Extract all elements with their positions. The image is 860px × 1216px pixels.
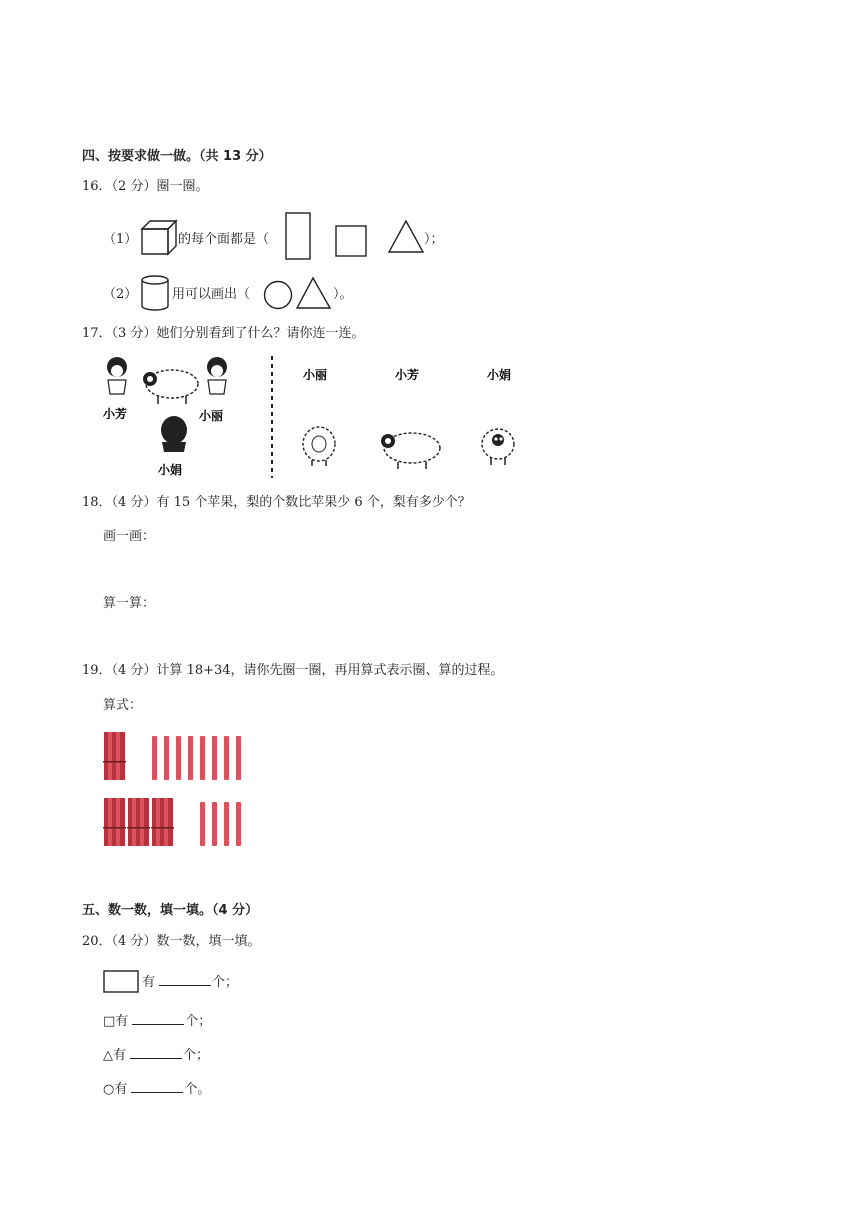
right-label-xiaoli[interactable]: 小丽: [303, 368, 328, 382]
single-stick[interactable]: [152, 736, 157, 780]
section-heading-5: 五、数一数，填一填。（4 分）: [82, 903, 259, 918]
single-stick[interactable]: [200, 736, 205, 780]
single-stick[interactable]: [212, 736, 217, 780]
q19-formula-label: 算式：: [103, 698, 143, 713]
q20-circle-blank[interactable]: [131, 1080, 183, 1093]
q20-rectangle-suffix: 个；: [212, 975, 239, 990]
square-option[interactable]: [335, 225, 369, 259]
q16-sub1-text: 的每个面都是（: [178, 232, 270, 247]
q20-rectangle-prefix: 有: [142, 975, 156, 990]
q20-square-suffix: 个；: [185, 1014, 212, 1029]
question-17-title: 17．（3 分）她们分别看到了什么？请你连一连。: [82, 326, 365, 341]
single-stick[interactable]: [200, 802, 205, 846]
stick-bundle-ten[interactable]: [103, 798, 126, 846]
girl-xiaojuan-icon: [161, 416, 187, 452]
stick-bundle-ten[interactable]: [103, 732, 126, 780]
q20-triangle-blank[interactable]: [130, 1046, 182, 1059]
single-stick[interactable]: [224, 736, 229, 780]
tall-rectangle-option[interactable]: [285, 212, 313, 262]
question-18-title: 18．（4 分）有 15 个苹果，梨的个数比苹果少 6 个，梨有多少个？: [82, 495, 471, 510]
triangle-option-2[interactable]: [296, 277, 332, 311]
single-stick[interactable]: [188, 736, 193, 780]
girl-xiaofang-icon: [107, 357, 127, 394]
question-19-title: 19．（4 分）计算 18+34，请你先圈一圈，再用算式表示圈、算的过程。: [82, 663, 504, 678]
triangle-option[interactable]: [387, 220, 425, 254]
stick-bundles-figure: [100, 728, 260, 853]
stick-bundle-ten[interactable]: [127, 798, 150, 846]
q20-row-circle: [103, 1080, 210, 1099]
question-20-title: 20．（4 分）数一数，填一填。: [82, 934, 261, 949]
q16-sub2-number: （2）: [103, 287, 138, 302]
circle-option[interactable]: [263, 280, 295, 312]
left-label-xiaoli: 小丽: [199, 409, 224, 423]
left-label-xiaofang: 小芳: [103, 407, 128, 421]
cube-icon: [140, 220, 178, 256]
stick-bundle-ten[interactable]: [151, 798, 174, 846]
q20-row-triangle: [103, 1046, 209, 1065]
q20-row-square: [103, 1012, 211, 1031]
q18-calc-label: 算一算：: [103, 596, 156, 611]
girl-xiaoli-icon: [207, 357, 227, 394]
q16-sub2-close: ）。: [333, 287, 353, 302]
q20-rectangle-blank[interactable]: [159, 973, 211, 986]
sheep-side-view-icon[interactable]: [381, 433, 440, 469]
q18-draw-label: 画一画：: [103, 529, 156, 544]
sheep-center-icon: [143, 370, 198, 404]
q20-circle-prefix: ○有: [103, 1082, 128, 1097]
left-label-xiaojuan: 小娟: [158, 463, 183, 477]
single-stick[interactable]: [236, 736, 241, 780]
q16-sub2-text: 用可以画出（: [172, 287, 251, 302]
question-16-title: 16．（2 分）圈一圈。: [82, 179, 209, 194]
q20-square-prefix: □有: [103, 1014, 129, 1029]
single-stick[interactable]: [176, 736, 181, 780]
q20-triangle-suffix: 个；: [183, 1048, 210, 1063]
section-heading-4: 四、按要求做一做。（共 13 分）: [82, 149, 272, 164]
q20-circle-suffix: 个。: [184, 1082, 211, 1097]
single-stick[interactable]: [212, 802, 217, 846]
q17-figure: [100, 352, 525, 482]
sheep-back-view-icon[interactable]: [303, 427, 335, 466]
q16-sub1-close: ）；: [424, 232, 444, 247]
cylinder-icon: [140, 275, 172, 313]
right-label-xiaojuan[interactable]: 小娟: [487, 368, 512, 382]
q16-sub1-number: （1）: [103, 232, 138, 247]
single-stick[interactable]: [164, 736, 169, 780]
sheep-front-view-icon[interactable]: [482, 429, 514, 465]
q20-square-blank[interactable]: [132, 1012, 184, 1025]
right-label-xiaofang[interactable]: 小芳: [395, 368, 420, 382]
q20-triangle-prefix: △有: [103, 1048, 126, 1063]
single-stick[interactable]: [224, 802, 229, 846]
single-stick[interactable]: [236, 802, 241, 846]
rectangle-icon: [103, 970, 141, 994]
q20-row-rectangle: [142, 973, 238, 992]
